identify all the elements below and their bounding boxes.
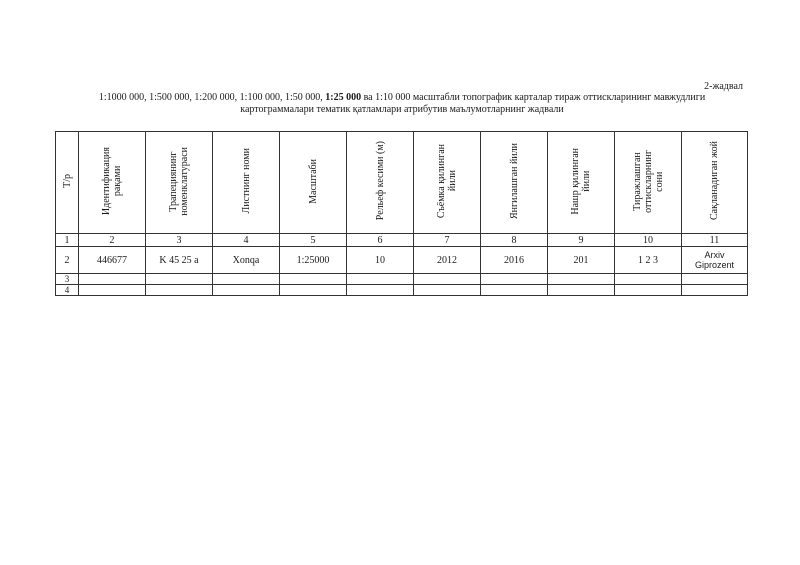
header-label: Т/р [61,174,73,188]
cell-update-year: 2016 [481,247,548,274]
column-number: 9 [548,234,615,247]
title-part-2: ва 1:10 000 масштабли топографик карталар тираж оттискларининг мавжудлиги картограммалари тематик қатламлари атрибутив маълумотларнинг жадвали [240,92,706,115]
header-cell-scale [280,132,347,234]
cell-id: 446677 [79,247,146,274]
table-number: 2-жадвал [704,81,743,92]
header-cell-nomenclature [146,132,213,234]
header-label: Тиражлашган оттискларнинг сони [631,149,665,213]
header-cell-update-year [481,132,548,234]
column-number: 2 [79,234,146,247]
empty-cell [548,285,615,296]
column-number: 4 [213,234,280,247]
title-part-1: 1:1000 000, 1:500 000, 1:200 000, 1:100 000, 1:50 000, [98,92,326,103]
empty-cell [213,274,280,285]
header-cell-id [79,132,146,234]
header-cell-publish-year [548,132,615,234]
header-label: Нашр қилинган йили [570,147,592,215]
empty-cell [146,285,213,296]
column-number: 11 [682,234,748,247]
table-row [56,285,748,296]
empty-cell [280,285,347,296]
header-row [56,132,748,234]
header-label: Масштаби [307,158,319,204]
empty-cell [615,274,682,285]
row-number: 4 [56,285,79,296]
empty-cell [682,285,748,296]
empty-cell [615,285,682,296]
cell-storage [682,247,748,274]
cell-publish-year: 201 [548,247,615,274]
column-number: 7 [414,234,481,247]
row-number: 3 [56,274,79,285]
header-label: Листнинг номи [240,148,252,214]
cell-nomenclature: K 45 25 a [146,247,213,274]
empty-cell [347,285,414,296]
column-number: 1 [56,234,79,247]
document-title [70,92,734,116]
header-cell-survey-year [414,132,481,234]
header-cell-relief [347,132,414,234]
header-label: Съёмка қилинган йили [436,143,458,219]
header-cell-storage [682,132,748,234]
column-number-row [56,234,748,247]
cell-scale: 1:25000 [280,247,347,274]
empty-cell [280,274,347,285]
table-row [56,247,748,274]
column-number: 8 [481,234,548,247]
header-label: Рельеф кесими (м) [374,141,386,221]
cell-copies: 1 2 3 [615,247,682,274]
empty-cell [481,285,548,296]
header-cell-sheet-name [213,132,280,234]
header-label: Идентификация рақами [101,146,123,216]
header-cell-copies [615,132,682,234]
empty-cell [414,274,481,285]
column-number: 3 [146,234,213,247]
empty-cell [414,285,481,296]
column-number: 6 [347,234,414,247]
cell-sheet-name: Xonqa [213,247,280,274]
header-label: Янгилашган йили [508,142,520,220]
row-number: 2 [56,247,79,274]
header-label: Трапециянинг номенклатураси [168,146,190,216]
table-row [56,274,748,285]
empty-cell [146,274,213,285]
storage-text: Arxiv Giprozent [694,250,735,270]
empty-cell [682,274,748,285]
empty-cell [481,274,548,285]
column-number: 5 [280,234,347,247]
header-cell-tr [56,132,79,234]
empty-cell [548,274,615,285]
empty-cell [79,274,146,285]
attribute-table [55,131,748,296]
title-bold-scale: 1:25 000 [325,92,362,103]
cell-survey-year: 2012 [414,247,481,274]
empty-cell [79,285,146,296]
column-number: 10 [615,234,682,247]
empty-cell [213,285,280,296]
cell-relief: 10 [347,247,414,274]
header-label: Сақланадиган жой [709,141,720,221]
empty-cell [347,274,414,285]
